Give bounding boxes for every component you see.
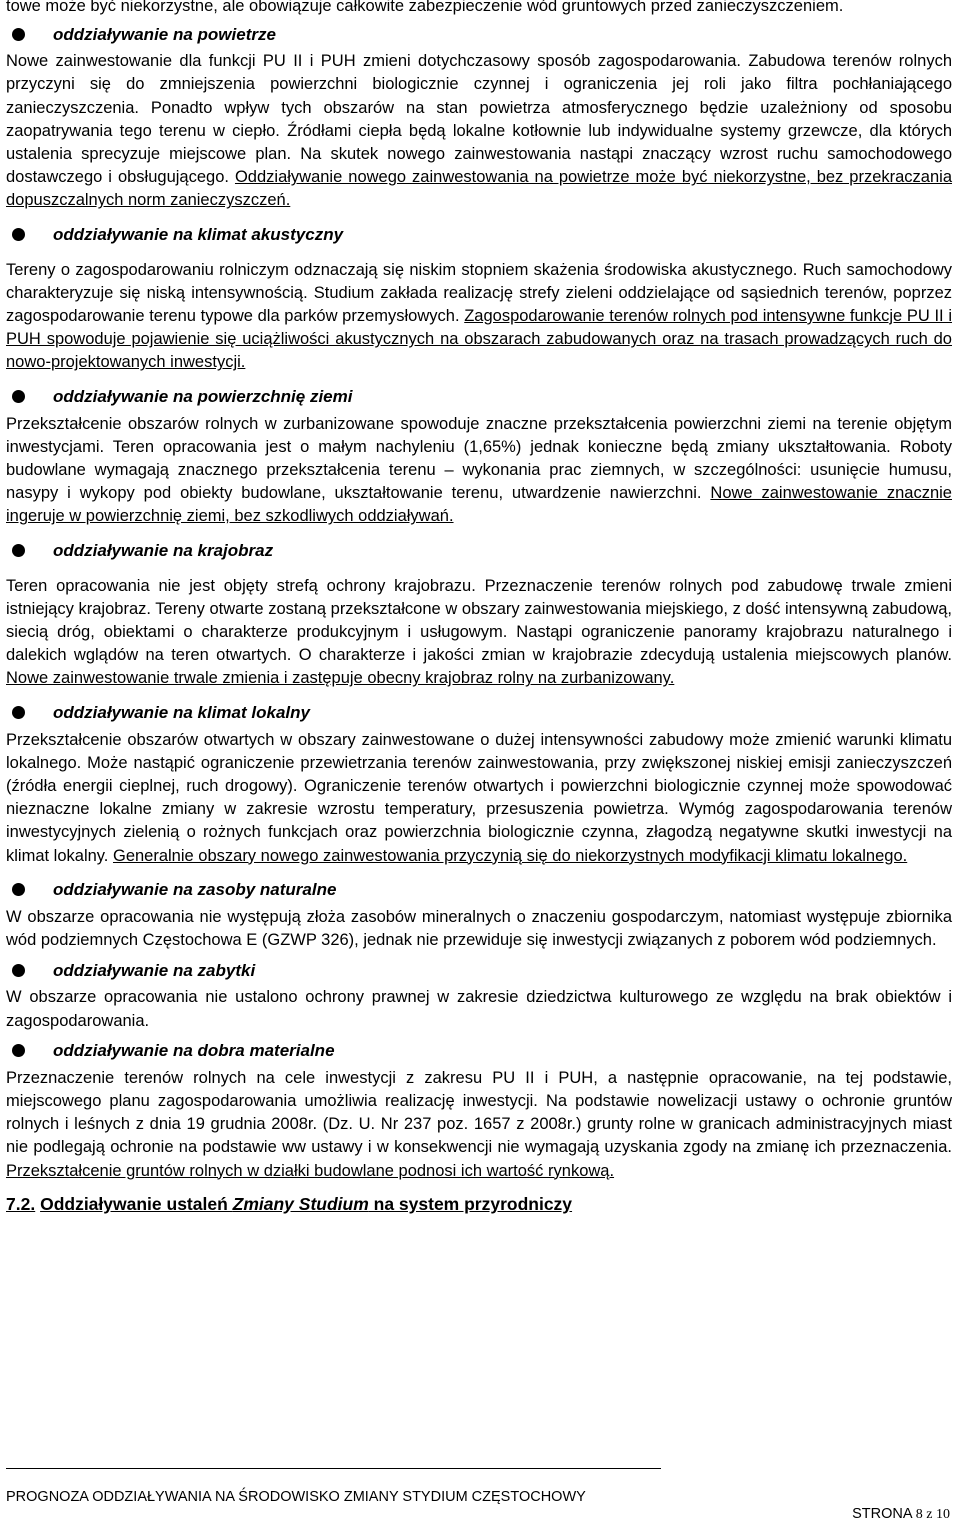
bullet-icon	[12, 706, 25, 719]
section-paragraph-material-goods: Przeznaczenie terenów rolnych na cele inwestycji z zakresu PU II i PUH, a następnie opracowanie, na tej podstawie, miejscowego planu zagospodarowania umożliwia realizację inwestycji. Na podstawie nowelizacji ustawy o ochronie gruntów rolnych i leśnych z dnia 19 grudnia 2008r. (Dz. U. Nr 237 poz. 1657 z 2008r.) grunty rolne w granicach administracyjnych miast nie podlegają ochronie na podstawie ww ustawy i w konsekwencji nie wymagają uzyskania zgody na zmianę ich przeznaczenia. Przekształcenie gruntów rolnych w działki budowlane podnosi ich wartość rynkową.	[6, 1068, 952, 1180]
bullet-icon	[12, 883, 25, 896]
section-paragraph-natural-resources: W obszarze opracowania nie występują złoża zasobów mineralnych o znaczeniu gospodarczym, natomiast występuje zbiornika wód podziemnych Częstochowa E (GZWP 326), jednak nie przewiduje się inwestycji związanych z poborem wód podziemnych.	[6, 907, 952, 950]
conclusion-underlined: Przekształcenie gruntów rolnych w działki budowlane podnosi ich wartość rynkową.	[6, 1161, 615, 1180]
section-heading-natural-resources: oddziaływanie na zasoby naturalne	[6, 874, 952, 906]
section-paragraph-air: Nowe zainwestowanie dla funkcji PU II i PUH zmieni dotychczasowy sposób zagospodarowania. Zabudowa terenów rolnych przyczyni się do zmniejszenia powierzchni biologicznie czynnej i ograniczenia jej roli jako filtra pochłaniającego zanieczyszczenia. Ponadto wpływ tych obszarów na stan powietrza atmosferycznego będzie uzależniony od sposobu zaopatrywania tego terenu w ciepło. Źródłami ciepła będą lokalne kotłownie lub indywidualne systemy grzewcze, dla których ustalenia sprecyzuje miejscowe plan. Na skutek nowego zainwestowania nastąpi znaczący wzrost ruchu samochodowego dostawczego i obsługującego. Oddziaływanie nowego zainwestowania na powietrze może być niekorzystne, bez przekraczania dopuszczalnych norm zanieczyszczeń.	[6, 52, 953, 210]
section-paragraph-acoustic: Tereny o zagospodarowaniu rolniczym odznaczają się niskim stopniem skażenia środowiska akustycznego. Ruch samochodowy charakteryzuje się niską intensywnością. Studium zakłada realizację strefy zieleni oddzielające od sąsiednich terenów, poprzez zagospodarowanie terenu typowe dla parków przemysłowych. Zagospodarowanie terenów rolnych pod intensywne funkcje PU II i PUH spowoduje pojawienie się uciążliwości akustycznych na obszarach zabudowanych oraz na trasach prowadzących ruch do nowo-projektowanych inwestycji.	[6, 260, 952, 372]
intro-paragraph: towe może być niekorzystne, ale obowiązuje całkowite zabezpieczenie wód gruntowych przed zanieczyszczeniem.	[6, 0, 844, 15]
conclusion-underlined: Nowe zainwestowanie trwale zmienia i zastępuje obecny krajobraz rolny na zurbanizowany.	[6, 669, 675, 688]
conclusion-underlined: Oddziaływanie nowego zainwestowania na powietrze może być niekorzystne, bez przekraczania dopuszczalnych norm zanieczyszczeń.	[6, 168, 953, 210]
section-heading-material-goods: oddziaływanie na dobra materialne	[6, 1035, 952, 1067]
section-paragraph-monuments: W obszarze opracowania nie ustalono ochrony prawnej w zakresie dziedzictwa kulturowego ze względu na brak obiektów i zagospodarowania.	[6, 988, 952, 1030]
section-heading-local-climate: oddziaływanie na klimat lokalny	[6, 697, 952, 729]
chapter-heading: 7.2. Oddziaływanie ustaleń Zmiany Studium na system przyrodniczy	[6, 1193, 573, 1214]
footer-title: PROGNOZA ODDZIAŁYWANIA NA ŚRODOWISKO ZMIANY STYDIUM CZĘSTOCHOWY	[6, 1489, 586, 1505]
conclusion-underlined: Zagospodarowanie terenów rolnych pod intensywne funkcje PU II i PUH spowoduje pojawienie się uciążliwości akustycznych na obszarach zabudowanych oraz na trasach prowadzących ruch do nowo-projektowanych inwestycji.	[6, 307, 952, 372]
section-heading-earth-surface: oddziaływanie na powierzchnię ziemi	[6, 381, 952, 413]
bullet-icon	[12, 1044, 25, 1057]
section-paragraph-local-climate: Przekształcenie obszarów otwartych w obszary zainwestowane o dużej intensywności zabudowy może zmienić warunki klimatu lokalnego. Może nastąpić ograniczenie przewietrzania terenów zainwestowania, przy zwiększonej niskiej emisji zanieczyszczeń (źródła energii cieplnej, ruch drogowy). Ograniczenie terenów otwartych i powierzchni biologicznie czynnej może spowodować nieznaczne lokalne zmiany w zakresie wzrostu temperatury, przesuszenia powietrza. Wymóg zagospodarowania terenów inwestycyjnych zielenią o rożnych funkcjach oraz powierzchnia biologicznie czynna, złagodzą negatywne skutki inwestycji na klimat lokalny. Generalnie obszary nowego zainwestowania przyczynią się do niekorzystnych modyfikacji klimatu lokalnego.	[6, 730, 952, 865]
section-heading-acoustic: oddziaływanie na klimat akustyczny	[6, 219, 952, 251]
document-page	[6, 0, 952, 1216]
section-paragraph-landscape: Teren opracowania nie jest objęty strefą ochrony krajobrazu. Przeznaczenie terenów rolnych pod zabudowę trwale zmieni istniejący krajobraz. Tereny otwarte zostaną przekształcone w obszary zainwestowania miejskiego, z dość intensywną zabudową, siecią dróg, obiektami o charakterze produkcyjnym i usługowym. Nastąpi ograniczenie panoramy krajobrazu naturalnego i dalekich wglądów na teren otwartych. O charakterze i jakości zmian w krajobrazie zdecydują ustalenia miejscowych planów. Nowe zainwestowanie trwale zmienia i zastępuje obecny krajobraz rolny na zurbanizowany.	[6, 576, 952, 688]
bullet-icon	[12, 28, 25, 41]
section-paragraph-earth-surface: Przekształcenie obszarów rolnych w zurbanizowane spowoduje znaczne przekształcenia powierzchni ziemi na terenie objętym inwestycjami. Teren opracowania jest o małym nachyleniu (1,65%) jednak konieczne będą zmiany ukształtowania. Roboty budowlane wymagają znacznego przekształcenia terenu – wykonania prac ziemnych, w szczególności: usunięcie humusu, nasypy i wykopy pod obiekty budowlane, ukształtowanie terenu, utwardzenie nawierzchni. Nowe zainwestowanie znacznie ingeruje w powierzchnię ziemi, bez szkodliwych oddziaływań.	[6, 414, 952, 526]
section-heading-landscape: oddziaływanie na krajobraz	[6, 535, 952, 567]
bullet-icon	[12, 228, 25, 241]
bullet-icon	[12, 964, 25, 977]
section-heading-air: oddziaływanie na powietrze	[6, 18, 952, 50]
bullet-icon	[12, 544, 25, 557]
bullet-icon	[12, 390, 25, 403]
conclusion-underlined: Generalnie obszary nowego zainwestowania przyczynią się do niekorzystnych modyfikacji klimatu lokalnego.	[112, 846, 908, 865]
section-heading-monuments: oddziaływanie na zabytki	[6, 954, 952, 986]
conclusion-underlined: Nowe zainwestowanie znacznie ingeruje w powierzchnię ziemi, bez szkodliwych oddziaływań.	[6, 484, 952, 526]
page-number: STRONA 8 z 10	[852, 1506, 950, 1522]
footer-divider	[6, 1468, 661, 1469]
